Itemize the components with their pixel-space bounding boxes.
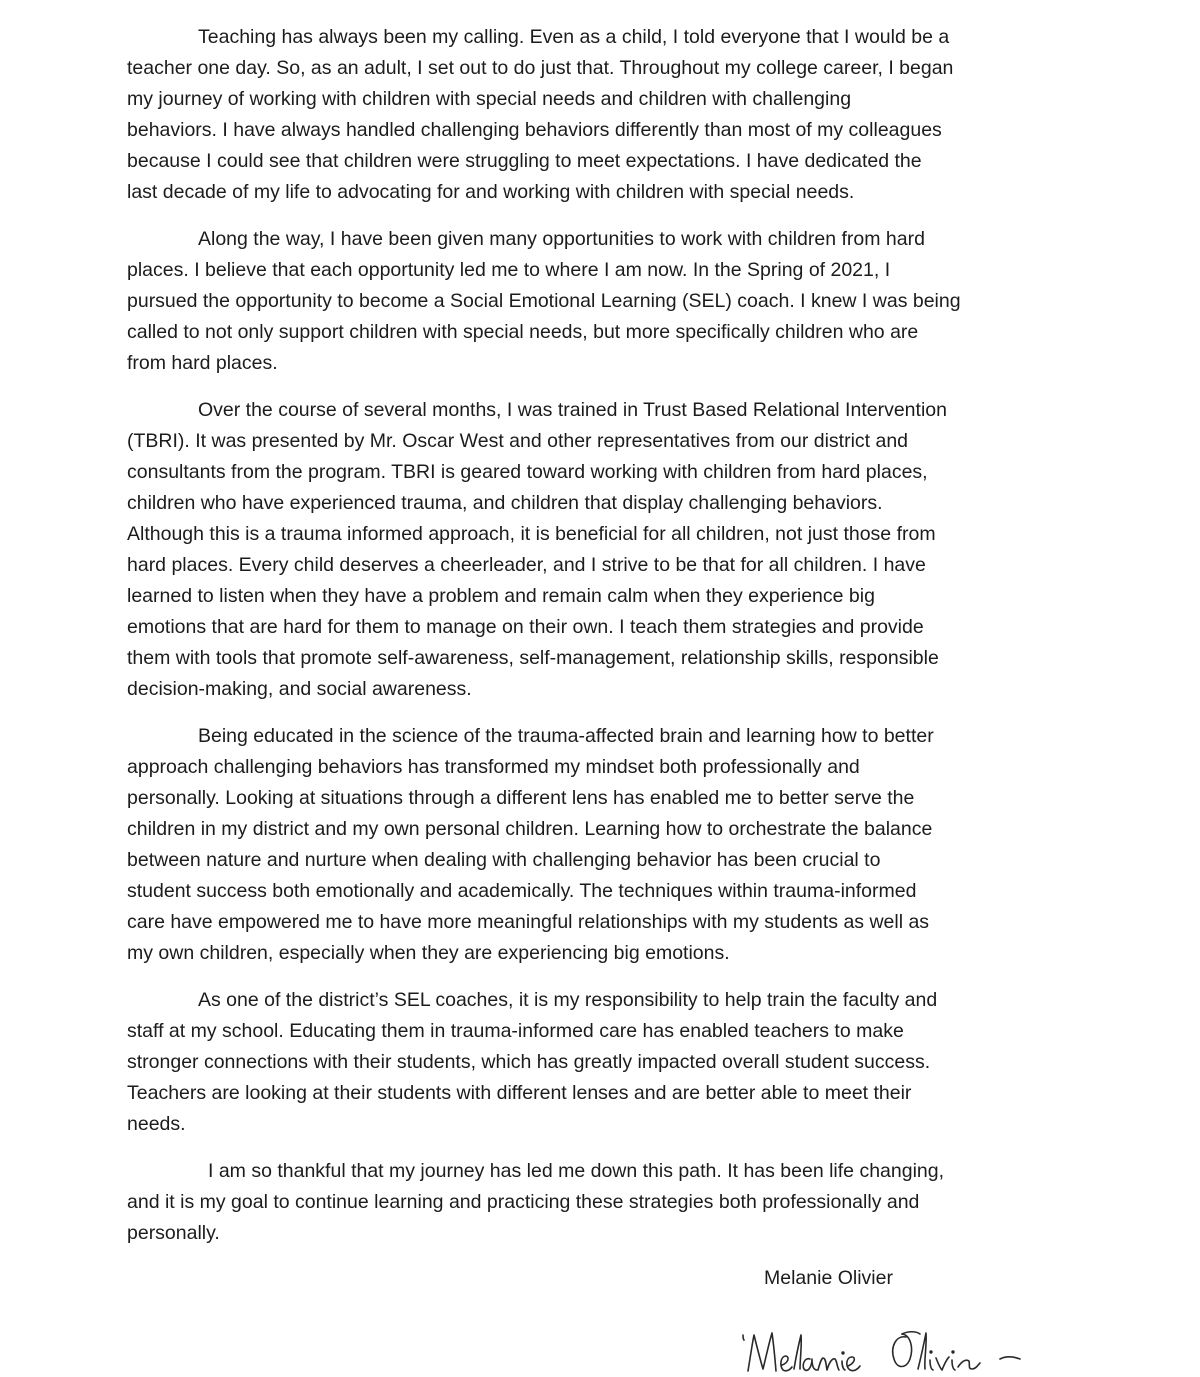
paragraph-tbri-training: Over the course of several months, I was trained in Trust Based Relational Intervention (TBRI). It was presented by Mr. Oscar West and other representatives from our district and consultants from the program. TBRI is geared toward working with children from hard places, children who have experienced trauma, and children that display challenging behaviors. Although this is a trauma informed approach, it is beneficial for all children, not just those from hard places. Every child deserves a cheerleader, and I strive to be that for all children. I have learned to listen when they have a problem and remain calm when they experience big emotions that are hard for them to manage on their own. I teach them strategies and provide them with tools that promote self-awareness, self-management, relationship skills, responsible decision-making, and social awareness. <box>127 399 947 700</box>
paragraph-calling: Teaching has always been my calling. Even as a child, I told everyone that I would be a teacher one day. So, as an adult, I set out to do just that. Throughout my college career, I began my journey of working with children with special needs and children with challenging behaviors. I have always handled challenging behaviors differently than most of my colleagues because I could see that children were struggling to meet expectations. I have dedicated the last decade of my life to advocating for and working with children with special needs. <box>127 26 954 203</box>
paragraph-sel-coach: As one of the district’s SEL coaches, it is my responsibility to help train the faculty and staff at my school. Educating them in trauma-informed care has enabled teachers to make stronger connections with their students, which has greatly impacted overall student success. Teachers are looking at their students with different lenses and are better able to meet their needs. <box>127 989 938 1135</box>
paragraph-opportunities: Along the way, I have been given many opportunities to work with children from hard places. I believe that each opportunity led me to where I am now. In the Spring of 2021, I pursued the opportunity to become a Social Emotional Learning (SEL) coach. I knew I was being called to not only support children with special needs, but more specifically children who are from hard places. <box>127 228 961 374</box>
paragraph-closing: I am so thankful that my journey has led me down this path. It has been life changing, and it is my goal to continue learning and practicing these strategies both professionally and personally. <box>127 1160 945 1244</box>
letter-body <box>127 22 1052 1265</box>
paragraph-trauma-brain: Being educated in the science of the trauma-affected brain and learning how to better approach challenging behaviors has transformed my mindset both professionally and personally. Looking at situations through a different lens has enabled me to better serve the children in my district and my own personal children. Learning how to orchestrate the balance between nature and nurture when dealing with challenging behavior has been crucial to student success both emotionally and academically. The techniques within trauma-informed care have empowered me to have more meaningful relationships with my students as well as my own children, especially when they are experiencing big emotions. <box>127 725 934 964</box>
handwritten-signature <box>738 1325 1038 1375</box>
signer-name: Melanie Olivier <box>764 1267 893 1289</box>
